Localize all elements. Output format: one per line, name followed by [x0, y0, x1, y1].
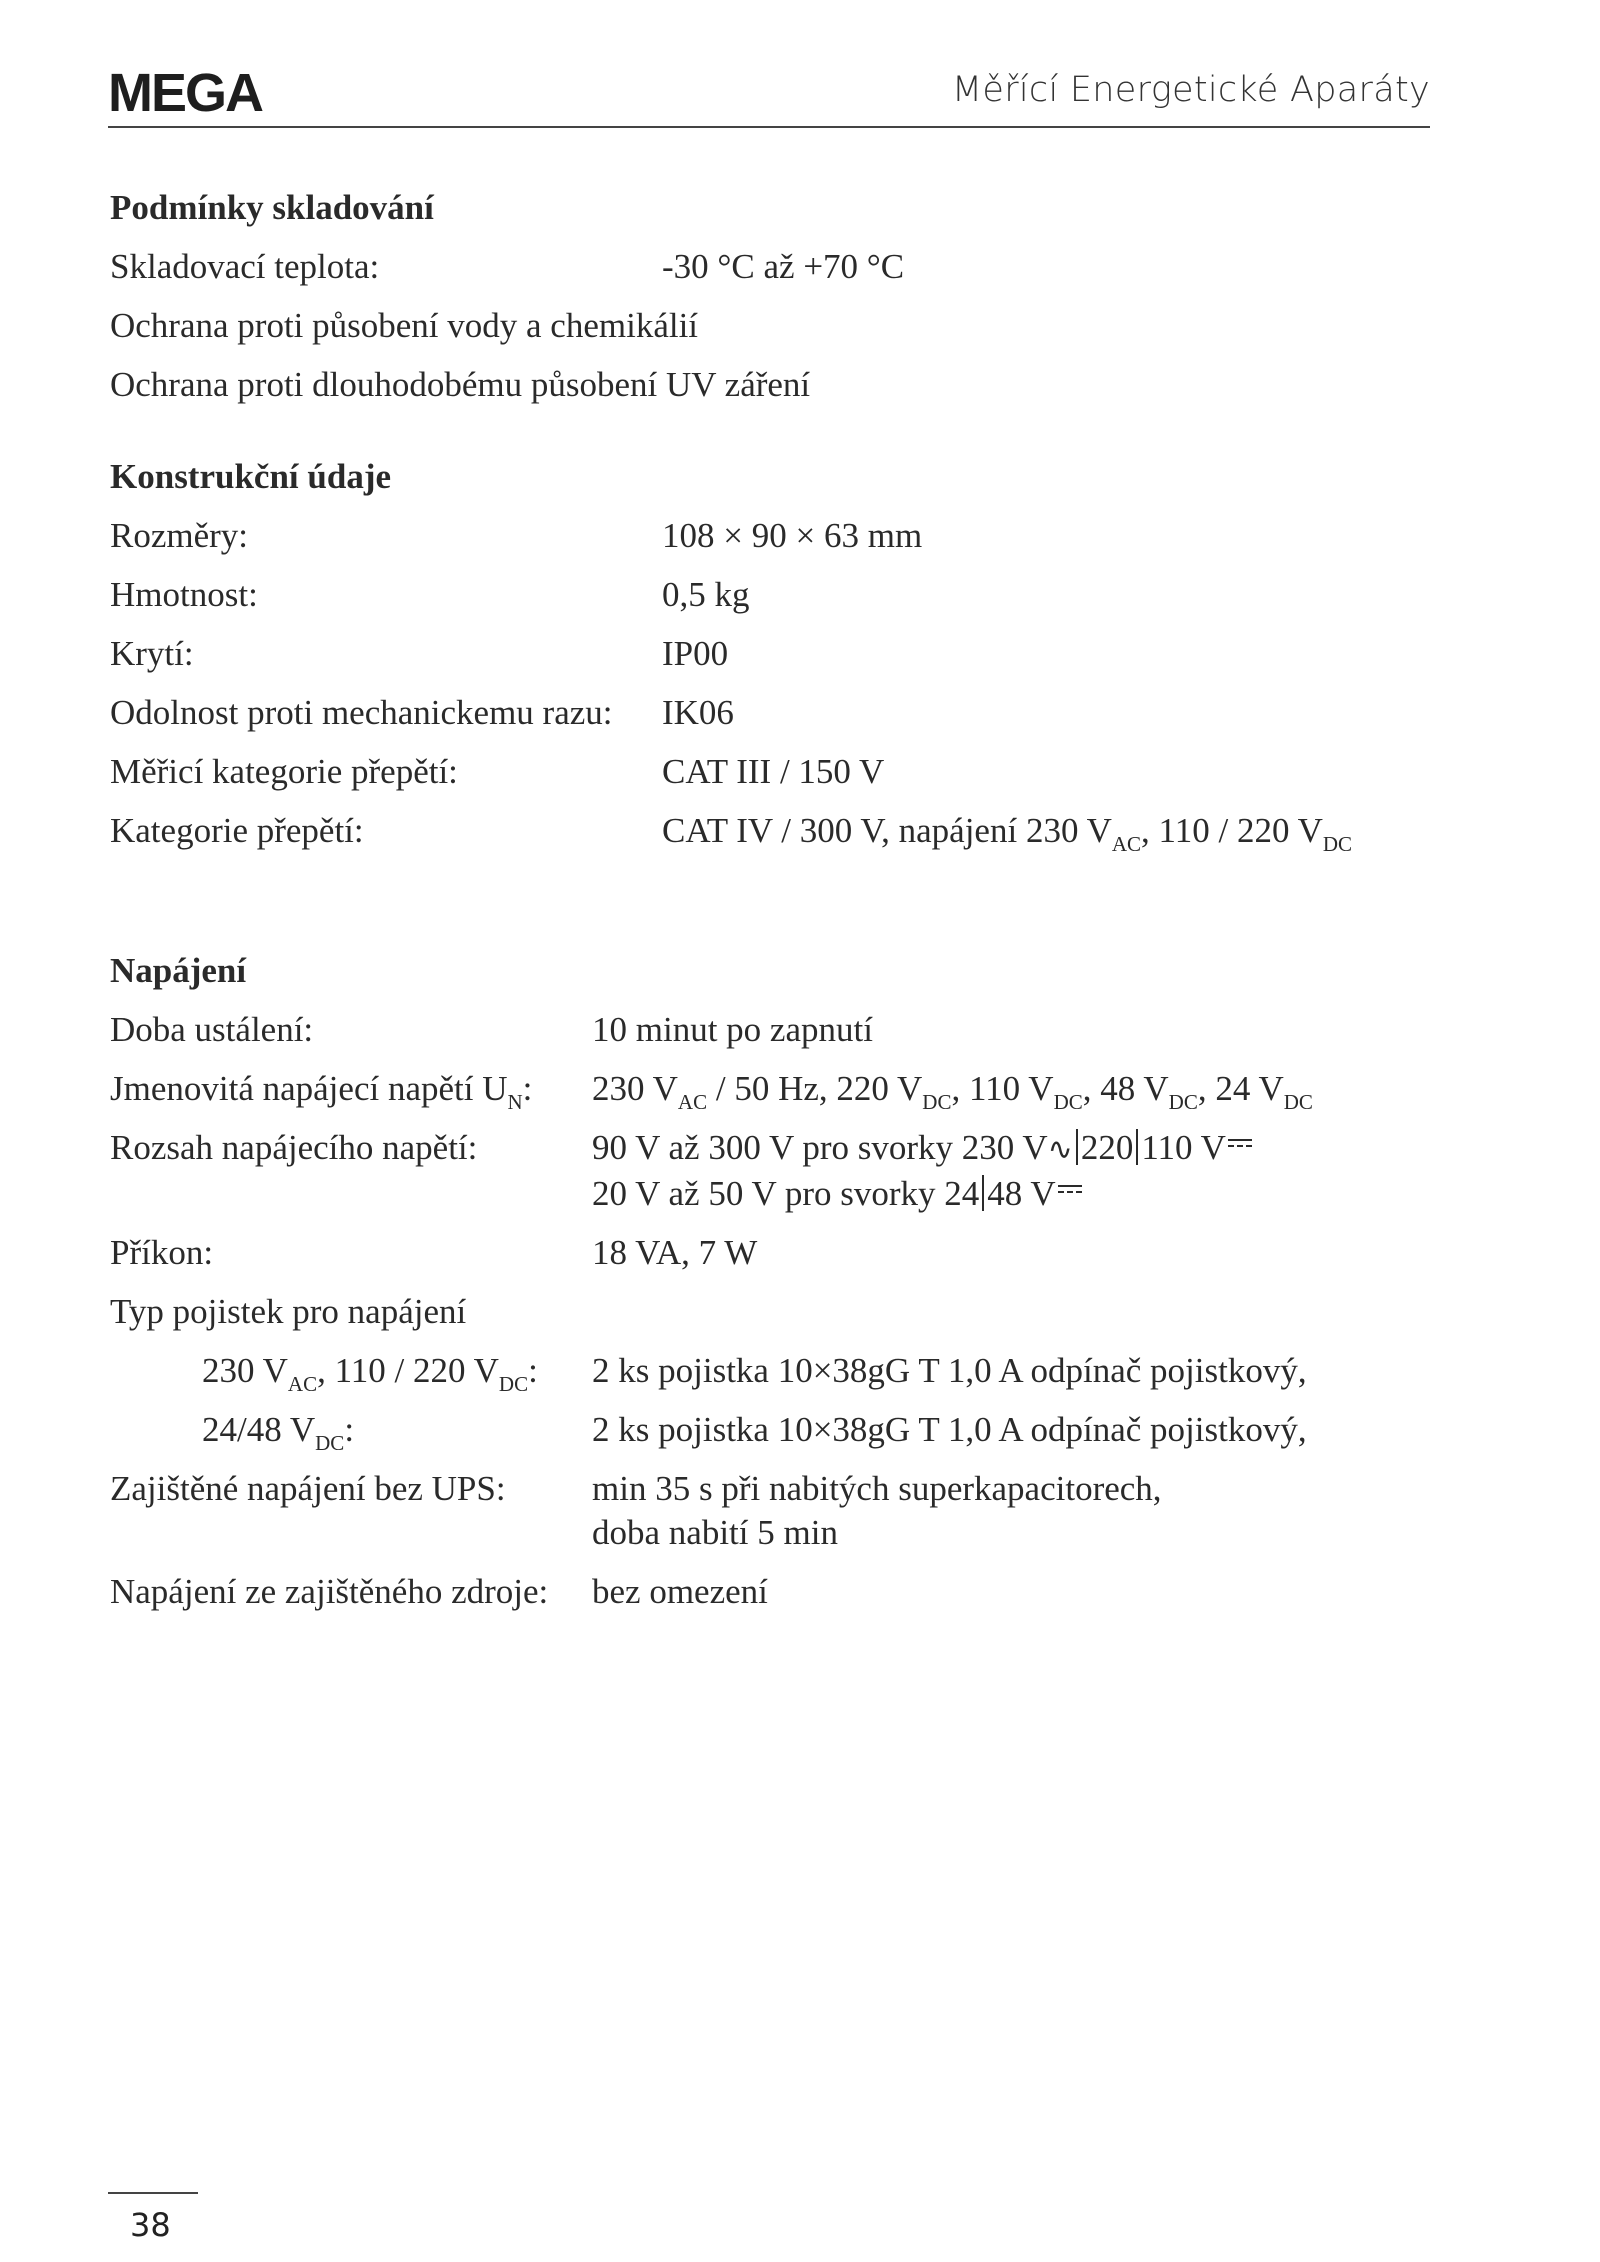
dc-symbol-icon	[1228, 1139, 1252, 1153]
spec-row-dimensions	[110, 514, 1410, 573]
spec-value: 10 minut po zapnutí	[592, 1010, 873, 1049]
spec-row-uv	[110, 363, 1410, 422]
spec-row-weight	[110, 573, 1410, 632]
spec-label: Krytí:	[110, 634, 194, 673]
ac-symbol-icon: ∿	[1047, 1132, 1073, 1167]
spec-value: bez omezení	[592, 1572, 768, 1611]
spec-text: Ochrana proti působení vody a chemikálií	[110, 306, 699, 345]
spec-row-ups	[110, 1467, 1410, 1570]
spec-label: 24/48 $V_{DC}$:	[202, 1410, 355, 1455]
spec-row-fuse-ac	[110, 1349, 1410, 1408]
spec-value: 90 V až 300 V pro svorky 230 V∿ 220 110 V 20 V až 50 V pro svorky 24 48 V	[592, 1126, 1252, 1216]
spec-label: 230 $V_{AC}$, 110 / 220 $V_{DC}$:	[202, 1351, 538, 1396]
spec-label: Rozsah napájecího napětí:	[110, 1128, 478, 1167]
spec-label: Hmotnost:	[110, 575, 258, 614]
spec-label: Doba ustálení:	[110, 1010, 314, 1049]
section-title-power: Napájení	[110, 951, 247, 990]
spec-value: IK06	[662, 693, 734, 732]
spec-value: 0,5 kg	[662, 575, 750, 614]
spec-value: CAT IV / 300 V, napájení 230 $V_{AC}$, 110 / 220 $V_{DC}$	[662, 811, 1353, 856]
section-title-storage: Podmínky skladování	[110, 188, 434, 227]
spec-label: Příkon:	[110, 1233, 214, 1272]
separator-bar	[1076, 1129, 1078, 1165]
separator-bar	[982, 1175, 984, 1211]
spec-value: 2 ks pojistka 10×38gG T 1,0 A odpínač pojistkový,	[592, 1351, 1307, 1390]
spec-row-storage-temp	[110, 245, 1410, 304]
spec-value: 2 ks pojistka 10×38gG T 1,0 A odpínač pojistkový,	[592, 1410, 1307, 1449]
spec-label: Zajištěné napájení bez UPS:	[110, 1469, 506, 1508]
spec-label: Napájení ze zajištěného zdroje:	[110, 1572, 549, 1611]
section-construction	[110, 455, 1410, 868]
spec-row-fuse-type	[110, 1290, 1410, 1349]
spec-label: Rozměry:	[110, 516, 249, 555]
dc-symbol-icon	[1058, 1185, 1082, 1199]
section-power	[110, 949, 1410, 1629]
spec-value: -30 °C až +70 °C	[662, 247, 905, 286]
spec-row-ik	[110, 691, 1410, 750]
spec-value: min 35 s při nabitých superkapacitorech, doba nabití 5 min	[592, 1469, 1162, 1552]
page-number: 38	[130, 2206, 171, 2244]
spec-label: Odolnost proti mechanickemu razu:	[110, 693, 613, 732]
spec-text: Ochrana proti dlouhodobému působení UV záření	[110, 365, 811, 404]
spec-label: Jmenovitá napájecí napětí $U_N$:	[110, 1069, 533, 1114]
spec-value: 18 VA, 7 W	[592, 1233, 758, 1272]
spec-row-backup	[110, 1570, 1410, 1629]
spec-row-range	[110, 1126, 1410, 1231]
spec-value: CAT III / 150 V	[662, 752, 885, 791]
spec-row-meas-cat	[110, 750, 1410, 809]
spec-row-overvoltage	[110, 809, 1410, 868]
logo-text: MEGA	[108, 63, 262, 123]
footer-divider	[108, 2192, 198, 2194]
mega-logo	[108, 62, 262, 124]
spec-row-ip	[110, 632, 1410, 691]
separator-bar	[1136, 1129, 1138, 1165]
spec-content	[110, 186, 1410, 1629]
spec-label: Kategorie přepětí:	[110, 811, 364, 850]
spec-row-water	[110, 304, 1410, 363]
spec-row-consumption	[110, 1231, 1410, 1290]
section-title-construction: Konstrukční údaje	[110, 457, 392, 496]
page-header	[108, 20, 1430, 128]
spec-value: IP00	[662, 634, 729, 673]
spec-row-settle	[110, 1008, 1410, 1067]
spec-value: 108 × 90 × 63 mm	[662, 516, 923, 555]
section-storage	[110, 186, 1410, 422]
spec-row-fuse-dc	[110, 1408, 1410, 1467]
spec-label: Typ pojistek pro napájení	[110, 1292, 467, 1331]
spec-row-nominal	[110, 1067, 1410, 1126]
brand-subtitle: Měřící Energetické Aparáty	[951, 70, 1430, 110]
spec-label: Skladovací teplota:	[110, 247, 380, 286]
spec-value: 230 $V_{AC} / 50$ Hz, 220 $V_{DC}$, 110 $V_{DC}$, 48 $V_{DC}$, 24 $V_{DC}$	[592, 1069, 1313, 1114]
spec-label: Měřicí kategorie přepětí:	[110, 752, 458, 791]
